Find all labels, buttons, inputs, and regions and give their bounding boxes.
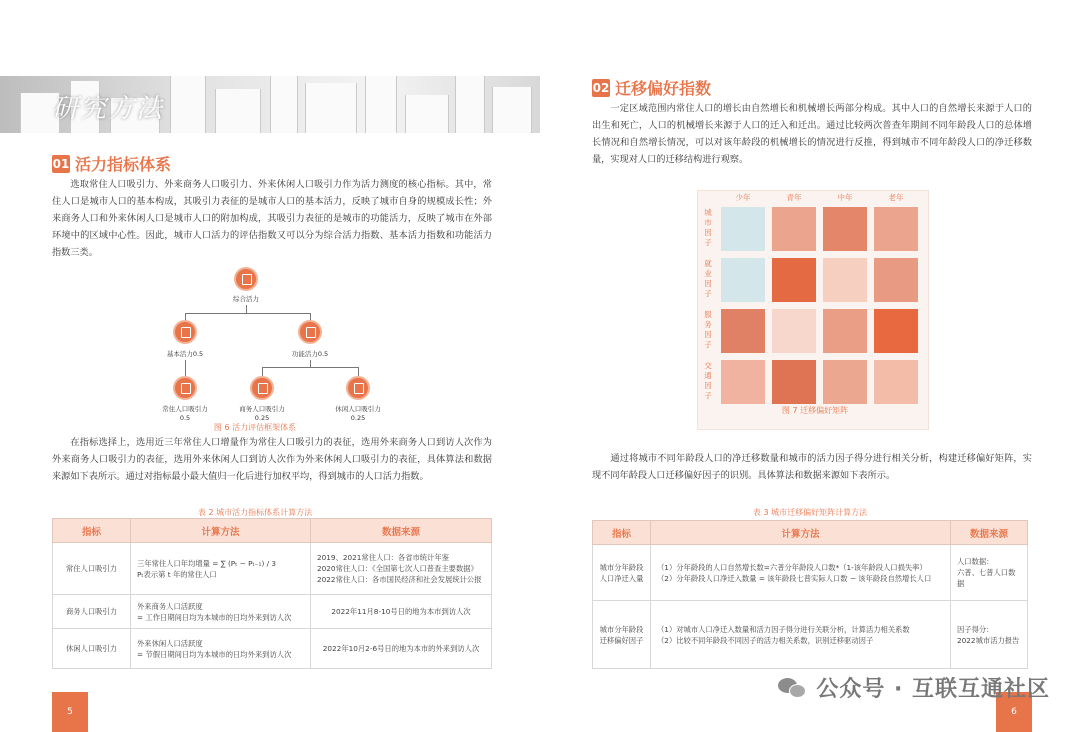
migration-method-table (592, 520, 1028, 669)
section-number: 01 (52, 156, 70, 171)
table-header: 数据来源 (311, 519, 492, 543)
matrix-cell (823, 360, 867, 404)
indicator-cell: 城市分年龄段迁移偏好因子 (593, 601, 651, 669)
node-label: 商务人口吸引力0.25 (239, 405, 285, 422)
indicator-cell: 休闲人口吸引力 (53, 629, 131, 669)
matrix-cell (772, 360, 816, 404)
method-cell: （1）对城市人口净迁入数量和活力因子得分进行关联分析，计算活力相关系数 （2）比较不同年龄段不同因子的活力相关系数，识别迁移驱动因子 (651, 601, 951, 669)
source-cell: 2022年10月2-6号日的地为本市的外来到访人次 (311, 629, 492, 669)
col-label: 中年 (837, 193, 853, 202)
section-heading (592, 76, 711, 99)
table-row (53, 595, 492, 629)
leisure-node-icon (346, 376, 370, 400)
matrix-cell (721, 207, 765, 251)
indicator-cell: 常住人口吸引力 (53, 543, 131, 595)
table-caption: 表 2 城市活力指标体系计算方法 (197, 508, 313, 517)
vitality-method-table (52, 518, 492, 669)
page-number: 5 (52, 692, 88, 732)
table-header: 计算方法 (651, 521, 951, 545)
row-label: 服务因子 (704, 310, 712, 349)
table-row (53, 629, 492, 669)
node-label: 功能活力0.5 (291, 350, 329, 358)
watermark-text: 公众号 · 互联互通社区 (816, 677, 1050, 702)
col-label: 少年 (735, 193, 751, 202)
banner-title: 研究方法 (52, 94, 165, 124)
source-cell: 2019、2021常住人口：各省市统计年鉴 2020常住人口：《全国第七次人口普查主要数据》 2022常住人口：各市国民经济和社会发展统计公报 (311, 543, 492, 595)
figure-caption: 图 6 活力评估框架体系 (213, 423, 297, 432)
basic-node-icon (173, 320, 197, 344)
matrix-cell (772, 258, 816, 302)
section-title: 迁移偏好指数 (615, 79, 712, 98)
node-label: 休闲人口吸引力0.25 (335, 405, 381, 422)
matrix-cell (874, 258, 918, 302)
table-row (593, 545, 1028, 601)
paragraph: 在指标选择上，选用近三年常住人口增量作为常住人口吸引力的表征，选用外来商务人口到访人次作为外来商务人口吸引力的表征，选用外来休闲人口到访人次作为外来休闲人口吸引力的表征，具体算法和数据来源如下表所示。通过对指标最小最大值归一化后进行加权平均，得到城市的人口活力指数。 (52, 437, 492, 482)
resident-node-icon (173, 376, 197, 400)
function-node-icon (298, 320, 322, 344)
root-node-icon (234, 267, 258, 291)
source-cell: 因子得分： 2022城市活力报告 (951, 601, 1028, 669)
matrix-cell (874, 309, 918, 353)
business-node-icon (250, 376, 274, 400)
source-cell: 人口数据： 六普、七普人口数据 (951, 545, 1028, 601)
matrix-cell (823, 258, 867, 302)
table-header: 指标 (593, 521, 651, 545)
method-cell: （1）分年龄段的人口自然增长数=六普分年龄段人口数*（1-该年龄段人口损失率） （2）分年龄段人口净迁入数量 = 该年龄段七普实际人口数 − 该年龄段自然增长人口 (651, 545, 951, 601)
indicator-cell: 商务人口吸引力 (53, 595, 131, 629)
paragraph: 一定区域范围内常住人口的增长由自然增长和机械增长两部分构成。其中人口的自然增长来源于人口的出生和死亡，人口的机械增长来源于人口的迁入和迁出。通过比较两次普查年期间不同年龄段人口的总体增长情况和自然增长情况，可以对该年龄段的机械增长的情况进行反推，得到城市不同年龄段人口的净迁移数量，实现对人口的迁移结构进行观察。 (592, 103, 1032, 165)
node-label: 基本活力0.5 (166, 350, 204, 358)
row-label: 交通因子 (704, 361, 712, 400)
row-label: 城市因子 (704, 208, 712, 247)
matrix-cell (721, 360, 765, 404)
method-cell: 外来休闲人口活跃度 = 节假日期间日均为本城市的日均外来到访人次 (131, 629, 311, 669)
section-title: 活力指标体系 (75, 155, 172, 174)
matrix-cell (874, 360, 918, 404)
table-header: 指标 (53, 519, 131, 543)
matrix-cell (874, 207, 918, 251)
col-label: 老年 (888, 193, 904, 202)
table-row (53, 543, 492, 595)
table-header: 计算方法 (131, 519, 311, 543)
col-label: 青年 (786, 193, 802, 202)
matrix-cell (772, 207, 816, 251)
table-row (593, 601, 1028, 669)
matrix-cell (823, 207, 867, 251)
source-cell: 2022年11月8-10号日的地为本市到访人次 (311, 595, 492, 629)
node-label: 综合活力 (233, 295, 259, 303)
table-caption: 表 3 城市迁移偏好矩阵计算方法 (752, 508, 868, 517)
matrix-cell (721, 309, 765, 353)
node-label: 常住人口吸引力0.5 (162, 405, 208, 422)
matrix-cell (823, 309, 867, 353)
row-label: 就业因子 (704, 259, 712, 298)
section-number: 02 (592, 80, 610, 95)
section-heading (52, 152, 171, 175)
watermark (778, 672, 1050, 703)
method-cell: 外来商务人口活跃度 = 工作日期间日均为本城市的日均外来到访人次 (131, 595, 311, 629)
paragraph: 选取常住人口吸引力、外来商务人口吸引力、外来休闲人口吸引力作为活力测度的核心指标。其中，常住人口是城市人口的基本构成，其吸引力表征的是城市人口的基本活力，反映了城市自身的规模成长性；外来商务人口和外来休闲人口是城市人口的附加构成，其吸引力表征的是城市的功能活力，反映了城市在外部环境中的区域中心性。因此，城市人口活力的评估指数又可以分为综合活力指数、基本活力指数和功能活力指数三类。 (52, 179, 492, 258)
paragraph: 通过将城市不同年龄段人口的净迁移数量和城市的活力因子得分进行相关分析，构建迁移偏好矩阵，实现不同年龄段人口迁移偏好因子的识别。具体算法和数据来源如下表所示。 (592, 453, 1032, 481)
page-number: 6 (996, 692, 1032, 732)
method-cell: 三年常住人口年均增量 = ∑ (Pₜ − Pₜ₋₁) / 3 Pₜ表示第 t 年的常住人口 (131, 543, 311, 595)
wechat-icon (778, 676, 808, 700)
matrix-cell (772, 309, 816, 353)
indicator-cell: 城市分年龄段人口净迁入量 (593, 545, 651, 601)
figure-caption: 图 7 迁移偏好矩阵 (781, 406, 849, 415)
matrix-cell (721, 258, 765, 302)
table-header: 数据来源 (951, 521, 1028, 545)
